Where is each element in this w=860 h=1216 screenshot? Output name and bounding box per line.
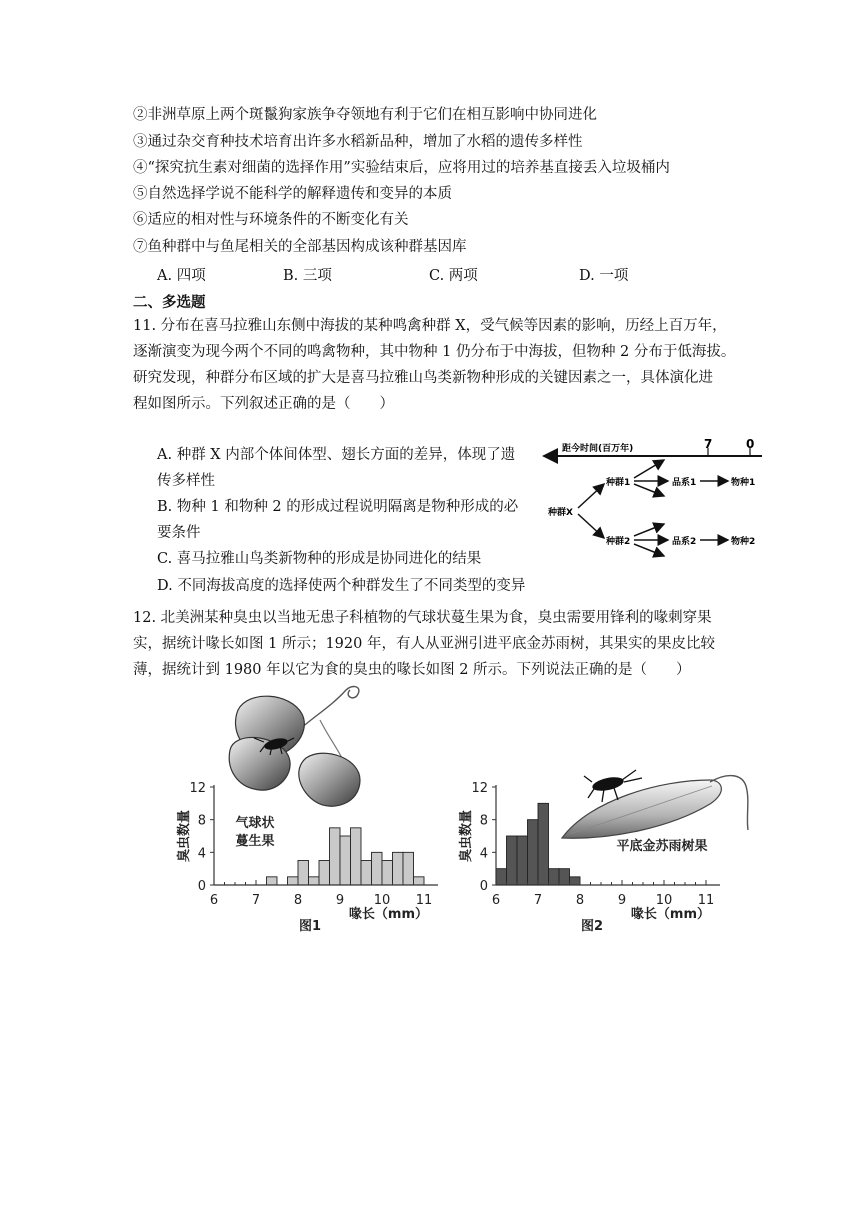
time-tick-7: 7 xyxy=(704,437,713,451)
x-axis-label: 喙长（mm） xyxy=(348,907,428,922)
q11-option-a-cont: 传多样性 xyxy=(157,473,215,489)
histogram-bar xyxy=(267,877,278,885)
histogram-bar xyxy=(570,877,581,885)
q11-option-c[interactable]: C. 喜马拉雅山鸟类新物种的形成是协同进化的结果 xyxy=(157,551,482,567)
x-tick-label: 10 xyxy=(655,893,673,908)
chart-annotation: 蔓生果 xyxy=(235,834,275,849)
branch-arrow xyxy=(578,484,604,508)
histogram-bar xyxy=(393,852,404,885)
figure-title: 图1 xyxy=(298,919,322,934)
histogram-figure-1 xyxy=(170,770,450,935)
y-tick-label: 8 xyxy=(479,813,488,829)
q11-stem-line: 逐渐演变为现今两个不同的鸣禽物种，其中物种 1 仍分布于中海拔，但物种 2 分布于低海拔。 xyxy=(133,344,736,360)
y-tick-label: 8 xyxy=(197,813,206,829)
statement-2: ②非洲草原上两个斑鬣狗家族争夺领地有利于它们在相互影响中协同进化 xyxy=(133,107,597,123)
x-tick-label: 11 xyxy=(697,893,715,908)
q11-stem-line: 11. 分布在喜马拉雅山东侧中海拔的某种鸣禽种群 X，受气候等因素的影响，历经上百万年， xyxy=(133,318,727,334)
q12-stem-line: 12. 北美洲某种臭虫以当地无患子科植物的气球状蔓生果为食，臭虫需要用锋利的喙刺穿果 xyxy=(133,610,712,626)
x-tick-label: 11 xyxy=(415,893,433,908)
x-tick-label: 9 xyxy=(335,893,345,908)
statement-5: ⑤自然选择学说不能科学的解释遗传和变异的本质 xyxy=(133,186,452,202)
q11-option-b[interactable]: B. 物种 1 和物种 2 的形成过程说明隔离是物种形成的必 xyxy=(157,499,519,515)
chart-annotation: 平底金苏雨树果 xyxy=(616,839,708,854)
q11-stem-line: 程如图所示。下列叙述正确的是（ ） xyxy=(133,396,394,412)
histogram-bar xyxy=(414,877,425,885)
histogram-bar xyxy=(496,869,507,885)
q10-option-c[interactable]: C. 两项 xyxy=(429,268,478,284)
histogram-bar xyxy=(309,877,320,885)
x-tick-label: 10 xyxy=(373,893,391,908)
histogram-bar xyxy=(403,852,414,885)
branch-arrow xyxy=(634,484,664,496)
statement-4: ④“探究抗生素对细菌的选择作用”实验结束后，应将用过的培养基直接丢入垃圾桶内 xyxy=(133,160,670,176)
histogram-bar xyxy=(549,869,560,885)
branch-arrow xyxy=(634,524,664,536)
node-species-2: 物种2 xyxy=(731,537,756,547)
y-tick-label: 4 xyxy=(197,846,206,862)
q10-option-b[interactable]: B. 三项 xyxy=(283,268,332,284)
time-tick-0: 0 xyxy=(746,437,755,451)
y-tick-label: 12 xyxy=(189,781,206,796)
histogram-bar xyxy=(382,861,393,886)
node-lineage-1: 品系1 xyxy=(672,478,697,488)
figure-title: 图2 xyxy=(580,919,604,934)
histogram-bar xyxy=(507,836,518,885)
q10-option-d[interactable]: D. 一项 xyxy=(579,268,629,284)
branch-arrow xyxy=(578,514,604,538)
y-tick-label: 0 xyxy=(479,879,488,894)
x-tick-label: 9 xyxy=(617,893,627,908)
statement-6: ⑥适应的相对性与环境条件的不断变化有关 xyxy=(133,212,409,228)
histogram-bar xyxy=(351,828,362,885)
section-title: 二、多选题 xyxy=(133,295,206,311)
histogram-bar xyxy=(340,836,351,885)
chart-annotation: 气球状 xyxy=(235,816,275,831)
x-tick-label: 6 xyxy=(209,893,219,908)
y-tick-label: 4 xyxy=(479,846,488,862)
node-species-1: 物种1 xyxy=(731,478,756,488)
histogram-bar xyxy=(298,861,309,886)
q12-stem-line: 实，据统计喙长如图 1 所示；1920 年，有人从亚洲引进平底金苏雨树，其果实的果皮比较 xyxy=(133,636,715,652)
x-tick-label: 8 xyxy=(293,893,303,908)
histogram-bar xyxy=(330,828,341,885)
histogram-bar xyxy=(372,852,383,885)
histogram-bar xyxy=(319,861,330,886)
y-tick-label: 0 xyxy=(197,879,206,894)
evolution-diagram xyxy=(540,436,780,566)
y-tick-label: 12 xyxy=(471,781,488,796)
statement-3: ③通过杂交育种技术培育出许多水稻新品种，增加了水稻的遗传多样性 xyxy=(133,134,583,150)
y-axis-label: 臭虫数量 xyxy=(177,809,192,863)
histogram-bar xyxy=(559,869,570,885)
node-population-2: 种群2 xyxy=(606,537,631,547)
histogram-bar xyxy=(361,861,372,886)
x-axis-label: 喙长（mm） xyxy=(630,907,710,922)
node-population-x: 种群X xyxy=(548,508,573,518)
node-population-1: 种群1 xyxy=(606,478,631,488)
q11-option-b-cont: 要条件 xyxy=(157,525,201,541)
branch-arrow xyxy=(634,460,664,478)
q11-stem-line: 研究发现，种群分布区域的扩大是喜马拉雅山鸟类新物种形成的关键因素之一，具体演化进 xyxy=(133,370,713,386)
y-axis-label: 臭虫数量 xyxy=(459,809,474,863)
branch-arrow xyxy=(634,544,664,556)
histogram-bar xyxy=(517,836,528,885)
q11-option-d[interactable]: D. 不同海拔高度的选择使两个种群发生了不同类型的变异 xyxy=(157,578,526,594)
q10-option-a[interactable]: A. 四项 xyxy=(157,268,206,284)
x-tick-label: 7 xyxy=(533,893,543,908)
node-lineage-2: 品系2 xyxy=(672,537,697,547)
histogram-bar xyxy=(288,877,299,885)
time-axis-label: 距今时间(百万年) xyxy=(562,444,634,454)
histogram-figure-2 xyxy=(452,770,732,935)
histogram-bar xyxy=(528,820,539,885)
statement-7: ⑦鱼种群中与鱼尾相关的全部基因构成该种群基因库 xyxy=(133,239,467,255)
q11-option-a[interactable]: A. 种群 X 内部个体间体型、翅长方面的差异，体现了遗 xyxy=(157,447,516,463)
x-tick-label: 6 xyxy=(491,893,501,908)
q12-stem-line: 薄，据统计到 1980 年以它为食的臭虫的喙长如图 2 所示。下列说法正确的是（ ） xyxy=(133,662,691,678)
x-tick-label: 7 xyxy=(251,893,261,908)
x-tick-label: 8 xyxy=(575,893,585,908)
histogram-bar xyxy=(538,803,549,885)
